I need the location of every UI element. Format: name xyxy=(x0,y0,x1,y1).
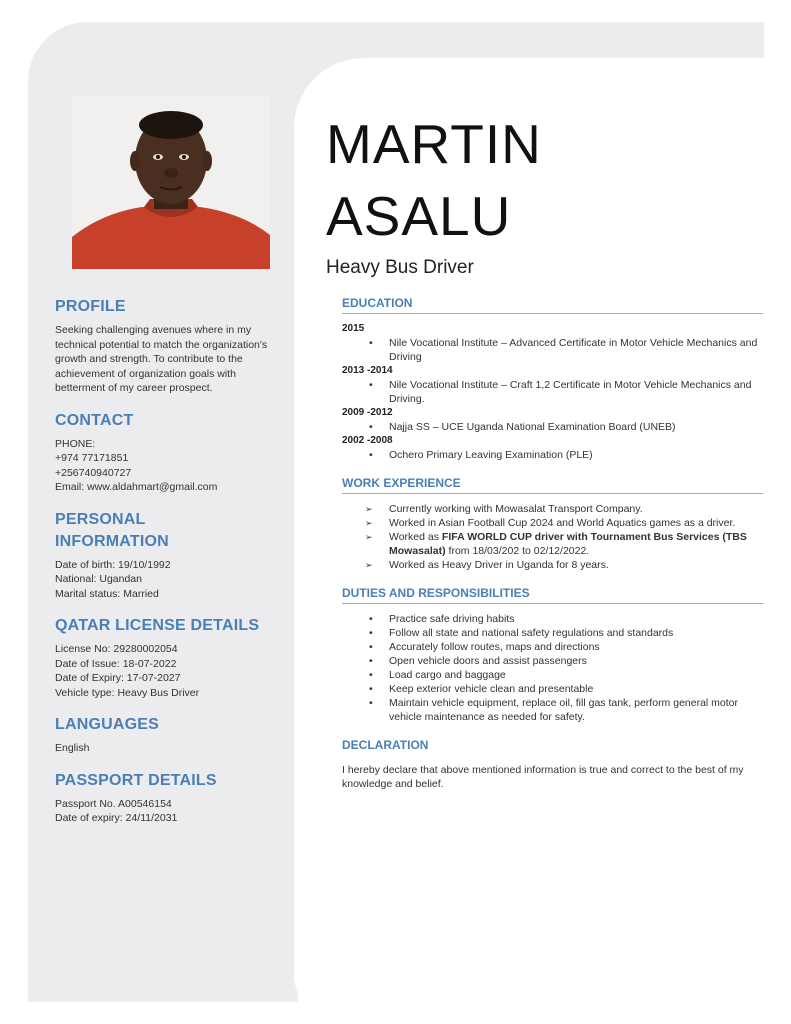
passport-details xyxy=(55,797,270,826)
languages-list xyxy=(55,741,270,756)
license-line: License No: 29280002054 xyxy=(55,643,178,655)
sidebar xyxy=(55,296,270,840)
work-item-highlight: FIFA WORLD CUP driver with Tournament Bus Services (TBS Mowasalat) xyxy=(389,531,747,557)
passport-line: Passport No. A00546154 xyxy=(55,797,172,810)
duty-item: • Keep exterior vehicle clean and presentable xyxy=(342,682,763,696)
passport-section xyxy=(55,770,270,826)
contact-line: PHONE: xyxy=(55,437,96,450)
education-section xyxy=(342,296,763,462)
personal-line: Date of birth: 19/10/1992 xyxy=(55,558,171,571)
duty-item: • Follow all state and national safety regulations and standards xyxy=(342,626,763,640)
profile-photo xyxy=(72,95,270,269)
education-heading: EDUCATION xyxy=(342,296,763,314)
passport-heading: PASSPORT DETAILS xyxy=(55,771,217,789)
education-item: • Nile Vocational Institute – Craft 1,2 Certificate in Motor Vehicle Mechanics and Driving. xyxy=(342,378,763,406)
education-item: • Najja SS – UCE Uganda National Examination Board (UNEB) xyxy=(342,420,763,434)
duties-section xyxy=(342,586,763,724)
profile-section xyxy=(55,296,270,396)
personal-heading xyxy=(55,509,270,553)
education-year: 2013 -2014 xyxy=(342,365,393,376)
work-item: ➢ Currently working with Mowasalat Transport Company. xyxy=(342,502,763,516)
license-line: Vehicle type: Heavy Bus Driver xyxy=(55,686,200,699)
candidate-name xyxy=(326,108,542,252)
duty-item: • Practice safe driving habits xyxy=(342,612,763,626)
declaration-heading: DECLARATION xyxy=(342,738,429,752)
profile-heading: PROFILE xyxy=(55,298,126,315)
contact-heading: CONTACT xyxy=(55,411,134,429)
education-item: • Ochero Primary Leaving Examination (PLE) xyxy=(342,448,763,462)
portrait-image xyxy=(72,95,270,269)
personal-heading-line: INFORMATION xyxy=(55,532,169,550)
duties-heading: DUTIES AND RESPONSIBILITIES xyxy=(342,586,763,604)
contact-phone: +256740940727 xyxy=(55,466,132,479)
contact-details xyxy=(55,437,270,495)
name-last: ASALU xyxy=(326,185,512,247)
declaration-section xyxy=(342,738,763,791)
license-section xyxy=(55,615,270,700)
language-item: English xyxy=(55,742,90,754)
passport-line: Date of expiry: 24/11/2031 xyxy=(55,812,178,824)
languages-section xyxy=(55,714,270,756)
work-item xyxy=(342,530,763,558)
work-section xyxy=(342,476,763,572)
license-line: Date of Issue: 18-07-2022 xyxy=(55,657,177,670)
license-details xyxy=(55,642,270,700)
personal-details xyxy=(55,558,270,602)
education-year: 2009 -2012 xyxy=(342,407,393,418)
work-item: ➢ Worked as Heavy Driver in Uganda for 8 years. xyxy=(342,558,763,572)
declaration-text: I hereby declare that above mentioned information is true and correct to the best of my knowledge and belief. xyxy=(342,764,744,790)
work-item-text: Worked as xyxy=(389,531,442,543)
personal-line: Marital status: Married xyxy=(55,587,159,600)
work-item: ➢ Worked in Asian Football Cup 2024 and World Aquatics games as a driver. xyxy=(342,516,763,530)
name-first: MARTIN xyxy=(326,113,542,175)
duty-item: • Open vehicle doors and assist passengers xyxy=(342,654,763,668)
work-heading: WORK EXPERIENCE xyxy=(342,476,763,494)
profile-text: Seeking challenging avenues where in my technical potential to match the organization's growth and strength. To contribute to the achievement of organization goals with betterment of my career prospect. xyxy=(55,324,268,394)
duty-item: • Maintain vehicle equipment, replace oil, fill gas tank, perform general motor vehicle maintenance as needed for safety. xyxy=(342,696,763,724)
education-item: • Nile Vocational Institute – Advanced Certificate in Motor Vehicle Mechanics and Driving xyxy=(342,336,763,364)
license-line: Date of Expiry: 17-07-2027 xyxy=(55,672,181,684)
license-heading: QATAR LICENSE DETAILS xyxy=(55,617,260,634)
personal-section xyxy=(55,509,270,602)
main-content xyxy=(342,296,763,805)
contact-email: Email: www.aldahmart@gmail.com xyxy=(55,481,218,493)
languages-heading: LANGUAGES xyxy=(55,716,160,733)
duty-item: • Load cargo and baggage xyxy=(342,668,763,682)
job-title: Heavy Bus Driver xyxy=(326,257,474,278)
education-year: 2002 -2008 xyxy=(342,435,393,446)
personal-heading-line: PERSONAL xyxy=(55,510,146,528)
work-item-text: from 18/03/202 to 02/12/2022. xyxy=(445,545,590,557)
education-year: 2015 xyxy=(342,323,365,334)
contact-phone: +974 77171851 xyxy=(55,452,129,464)
duty-item: • Accurately follow routes, maps and directions xyxy=(342,640,763,654)
personal-line: National: Ugandan xyxy=(55,573,142,585)
contact-section xyxy=(55,410,270,495)
